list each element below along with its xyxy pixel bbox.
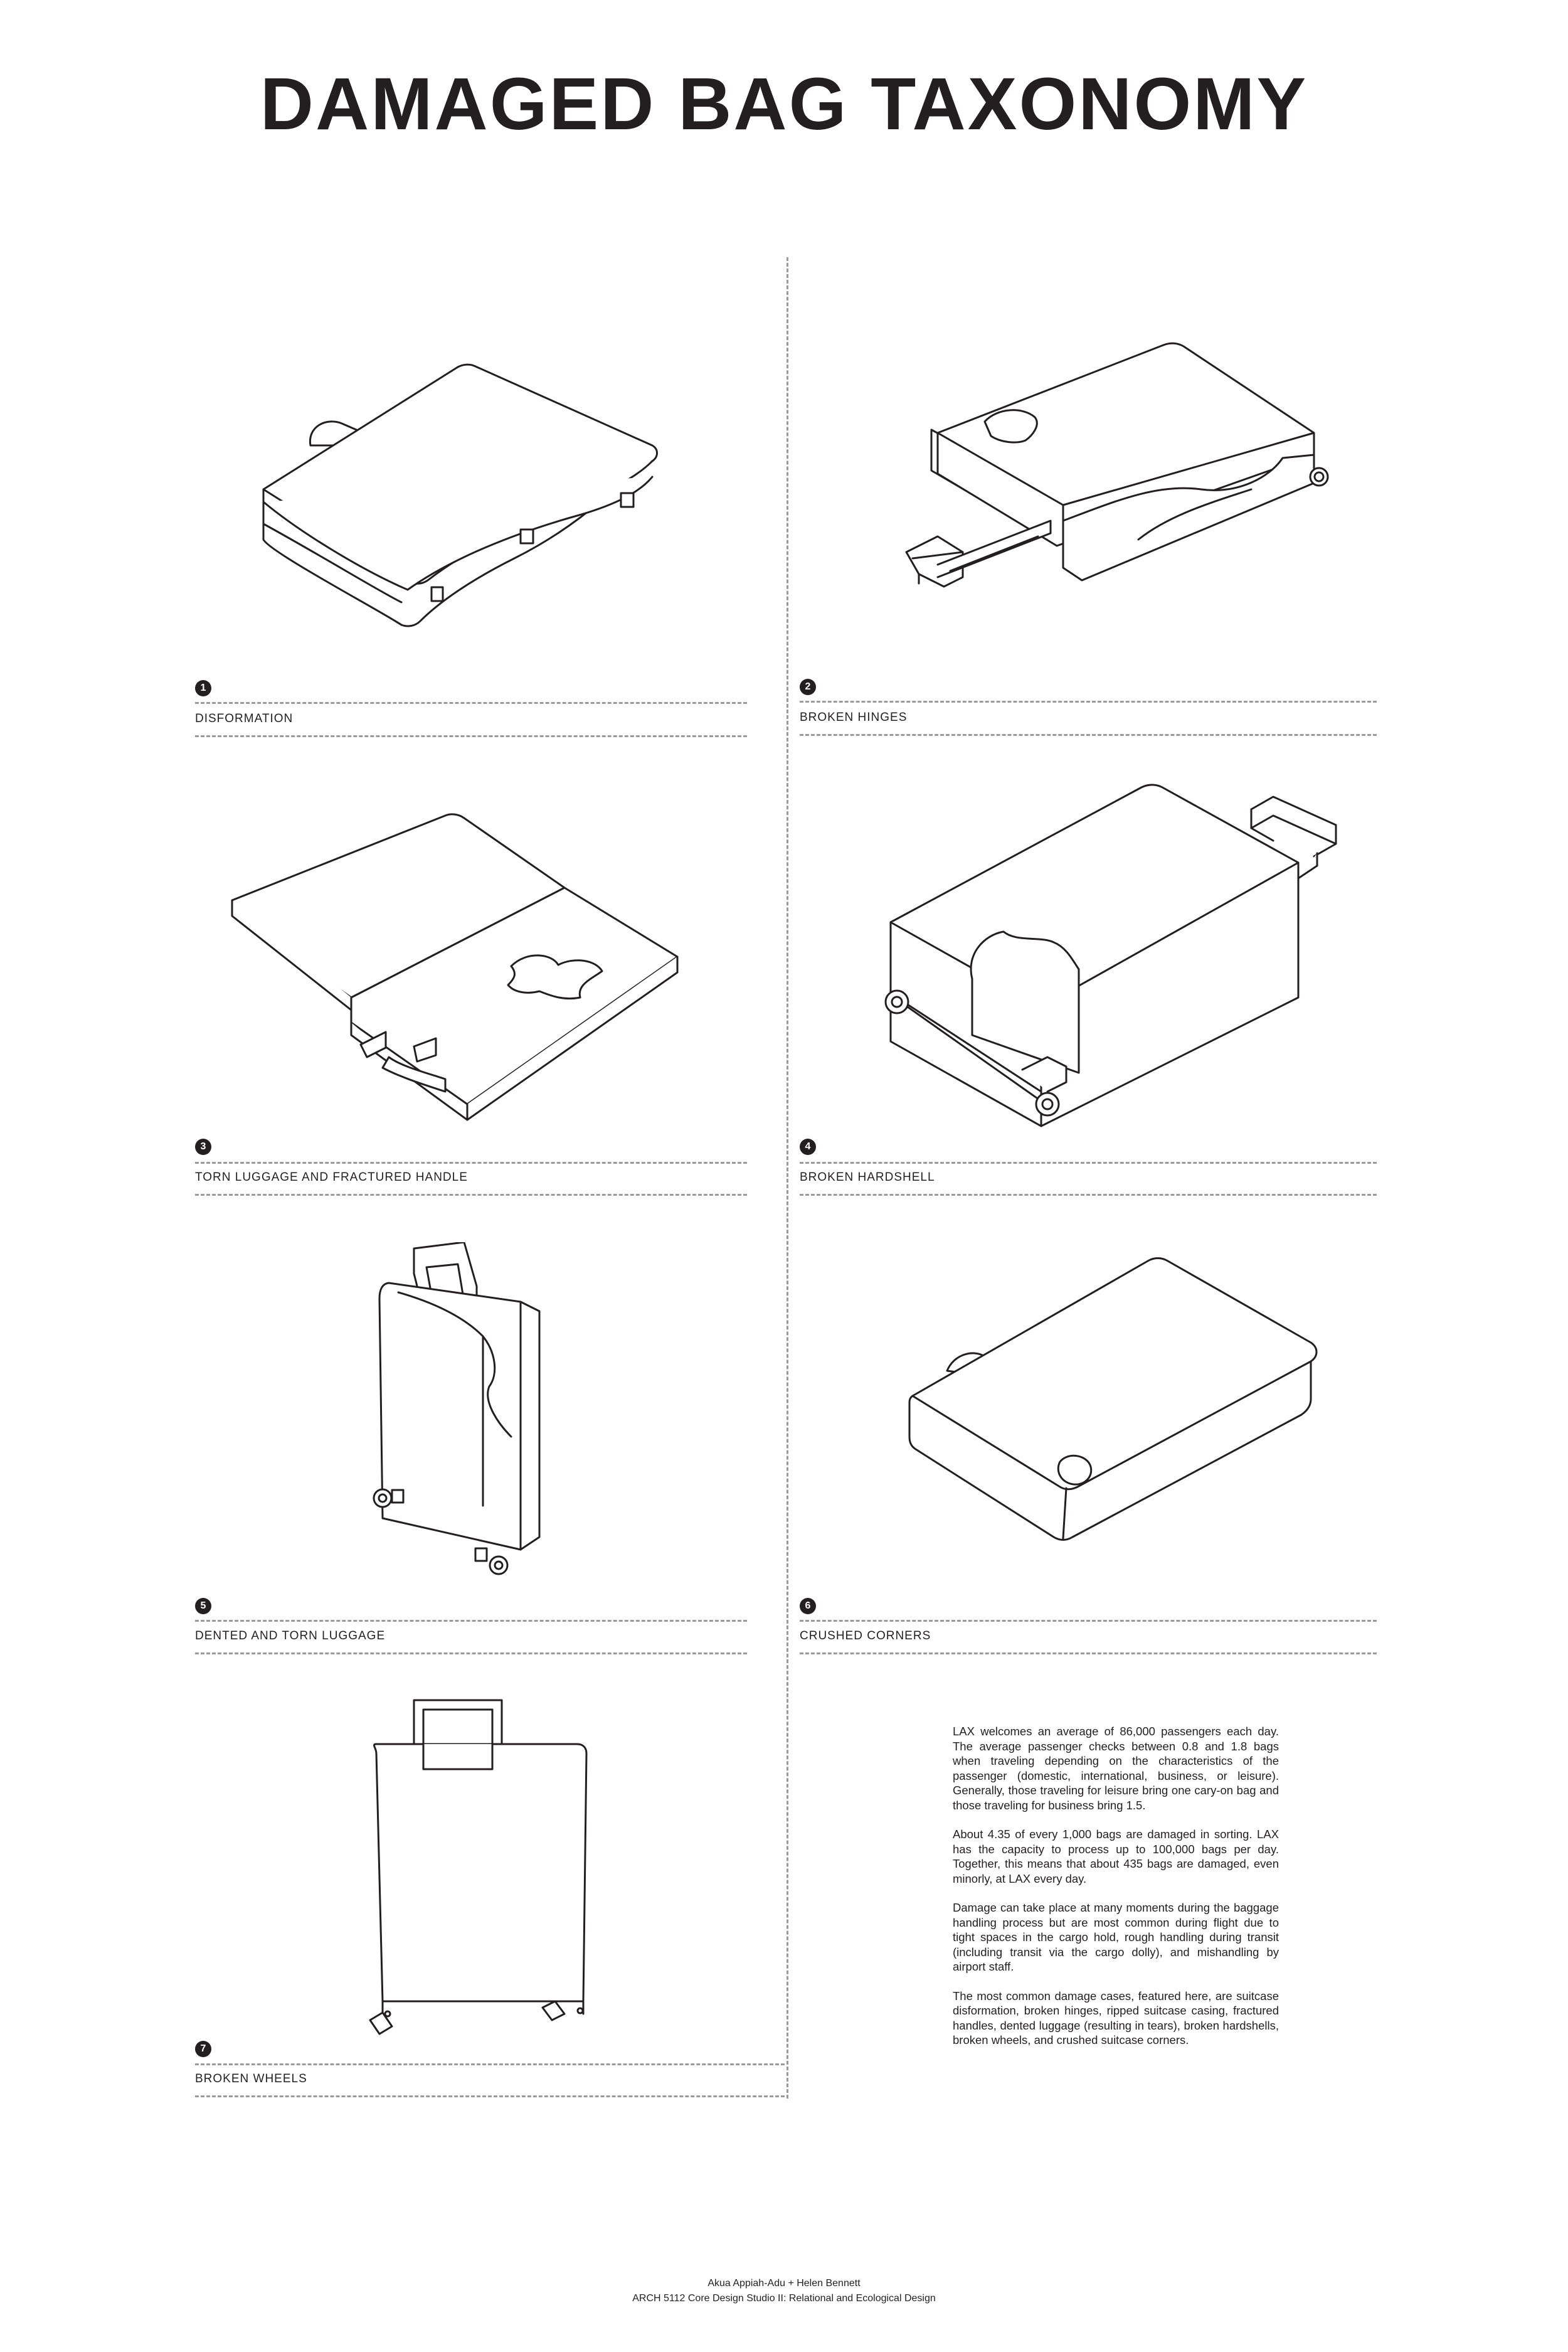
item-number-3: 3 [195,1139,211,1155]
divider [195,702,747,704]
item-number-2: 2 [800,679,816,695]
paragraph: LAX welcomes an average of 86,000 passengers each day. The average passenger checks between 0.8 and 1.8 bags when traveling depending on the characteristics of the passenger (domestic, international, business, or leisure). Generally, those traveling for leisure bring one cary-on bag and those traveling for business bring 1.5. [953,1725,1279,1812]
item-label-5: DENTED AND TORN LUGGAGE [195,1629,386,1642]
divider [800,701,1377,703]
paragraph: Damage can take place at many moments during the baggage handling process but are most common during flight due to tight spaces in the cargo hold, rough handling during transit (including transit via the cargo dolly), and mishandling by airport staff. [953,1901,1279,1973]
divider [800,1652,1377,1654]
item-label-7: BROKEN WHEELS [195,2072,307,2085]
crushed-corners-suitcase-illustration [903,1255,1330,1543]
page-title: DAMAGED BAG TAXONOMY [260,63,1308,146]
item-label-4: BROKEN HARDSHELL [800,1171,935,1184]
paragraph: About 4.35 of every 1,000 bags are damaged in sorting. LAX has the capacity to process up to 100,000 bags per day. Together, this means that about 435 bags are damaged, even minorly, at LAX every day. [953,1828,1279,1885]
paragraph: The most common damage cases, featured here, are suitcase disformation, broken hinges, ripped suitcase casing, fractured handles, dented luggage (resulting in tears), broken hardshells, broken wheels, and crushed suitcase corners. [953,1989,1279,2046]
divider [195,1162,747,1164]
item-number-1: 1 [195,680,211,696]
item-label-1: DISFORMATION [195,712,294,725]
item-number-5: 5 [195,1598,211,1614]
divider [800,1162,1377,1164]
torn-luggage-illustration [226,809,702,1123]
authors: Akua Appiah-Adu + Helen Bennett [707,2278,861,2289]
item-label-3: TORN LUGGAGE AND FRACTURED HANDLE [195,1171,468,1184]
broken-hinges-suitcase-illustration [875,333,1345,634]
divider [195,2095,785,2097]
dented-torn-luggage-illustration [364,1242,552,1581]
divider [800,1194,1377,1196]
divider [800,1620,1377,1622]
divider [195,2063,785,2065]
divider [195,735,747,737]
description-text [953,1724,1279,2062]
item-label-2: BROKEN HINGES [800,711,908,724]
divider [800,734,1377,736]
item-label-6: CRUSHED CORNERS [800,1629,931,1642]
disformed-suitcase-illustration [251,351,690,665]
divider [195,1620,747,1622]
item-number-6: 6 [800,1598,816,1614]
center-divider [787,257,788,2099]
item-number-4: 4 [800,1139,816,1155]
divider [195,1652,747,1654]
broken-wheels-suitcase-illustration [364,1688,590,2039]
course: ARCH 5112 Core Design Studio II: Relational and Ecological Design [632,2293,936,2304]
divider [195,1194,747,1196]
item-number-7: 7 [195,2041,211,2057]
credits [0,2276,1568,2306]
broken-hardshell-illustration [866,778,1367,1129]
